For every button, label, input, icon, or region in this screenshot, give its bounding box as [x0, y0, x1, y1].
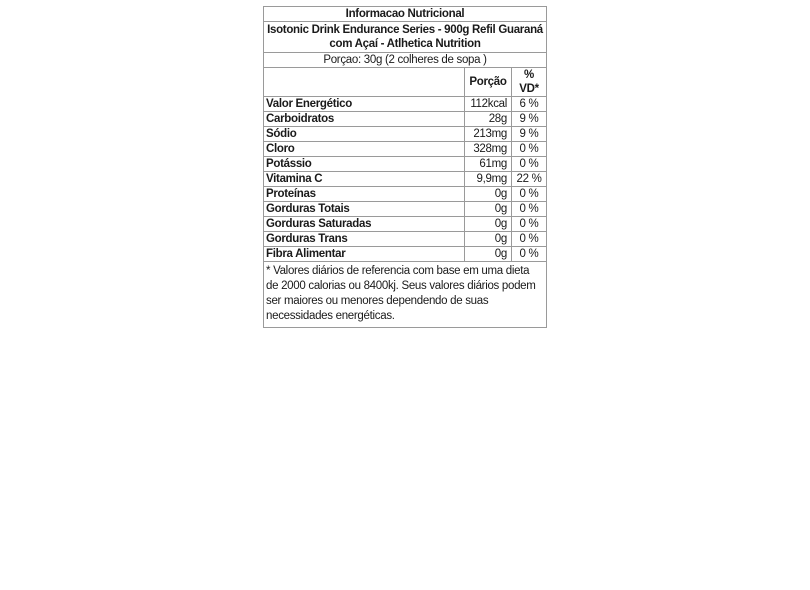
nutrient-amount: 28g: [465, 112, 512, 127]
nutrient-vd: 9 %: [512, 127, 547, 142]
table-title: Informacao Nutricional: [264, 7, 547, 22]
table-row: [264, 187, 547, 202]
nutrient-name: Valor Energético: [264, 97, 465, 112]
portion-row: [264, 53, 547, 68]
nutrient-vd: 0 %: [512, 247, 547, 262]
nutrient-name: Cloro: [264, 142, 465, 157]
nutrient-name: Proteínas: [264, 187, 465, 202]
nutrient-amount: 213mg: [465, 127, 512, 142]
nutrient-amount: 0g: [465, 232, 512, 247]
daily-value-footnote: * Valores diários de referencia com base em uma dieta de 2000 calorias ou 8400kj. Seus valores diários podem ser maiores ou menores dependendo de suas necessidades energéticas.: [264, 262, 547, 328]
nutrient-vd: 6 %: [512, 97, 547, 112]
nutrient-vd: 0 %: [512, 232, 547, 247]
nutrient-amount: 328mg: [465, 142, 512, 157]
footnote-row: [264, 262, 547, 328]
nutrient-amount: 0g: [465, 187, 512, 202]
table-row: [264, 157, 547, 172]
table-row: [264, 127, 547, 142]
portion-size: Porçao: 30g (2 colheres de sopa ): [264, 53, 547, 68]
nutrient-vd: 0 %: [512, 217, 547, 232]
table-title-row: [264, 7, 547, 22]
nutrient-name: Sódio: [264, 127, 465, 142]
nutrient-vd: 22 %: [512, 172, 547, 187]
nutrient-vd: 0 %: [512, 157, 547, 172]
nutrient-name: Gorduras Totais: [264, 202, 465, 217]
nutrient-amount: 0g: [465, 202, 512, 217]
nutrient-name: Carboidratos: [264, 112, 465, 127]
header-vd: % VD*: [512, 68, 547, 97]
nutrient-amount: 0g: [465, 217, 512, 232]
nutrient-amount: 112kcal: [465, 97, 512, 112]
nutrition-facts-table: [263, 6, 547, 328]
nutrient-name: Vitamina C: [264, 172, 465, 187]
nutrient-amount: 61mg: [465, 157, 512, 172]
column-header-row: [264, 68, 547, 97]
table-row: [264, 232, 547, 247]
nutrient-name: Gorduras Saturadas: [264, 217, 465, 232]
nutrient-name: Potássio: [264, 157, 465, 172]
table-row: [264, 217, 547, 232]
nutrient-amount: 0g: [465, 247, 512, 262]
table-row: [264, 142, 547, 157]
table-row: [264, 172, 547, 187]
product-name: Isotonic Drink Endurance Series - 900g Refil Guaraná com Açaí - Atlhetica Nutrition: [264, 22, 547, 53]
product-name-row: [264, 22, 547, 53]
nutrient-name: Fibra Alimentar: [264, 247, 465, 262]
nutrient-amount: 9,9mg: [465, 172, 512, 187]
table-row: [264, 247, 547, 262]
table-row: [264, 112, 547, 127]
nutrient-vd: 0 %: [512, 142, 547, 157]
nutrient-name: Gorduras Trans: [264, 232, 465, 247]
nutrient-vd: 0 %: [512, 202, 547, 217]
table-row: [264, 97, 547, 112]
nutrient-vd: 0 %: [512, 187, 547, 202]
table-row: [264, 202, 547, 217]
nutrient-vd: 9 %: [512, 112, 547, 127]
header-amount: Porção: [465, 68, 512, 97]
header-blank: [264, 68, 465, 97]
